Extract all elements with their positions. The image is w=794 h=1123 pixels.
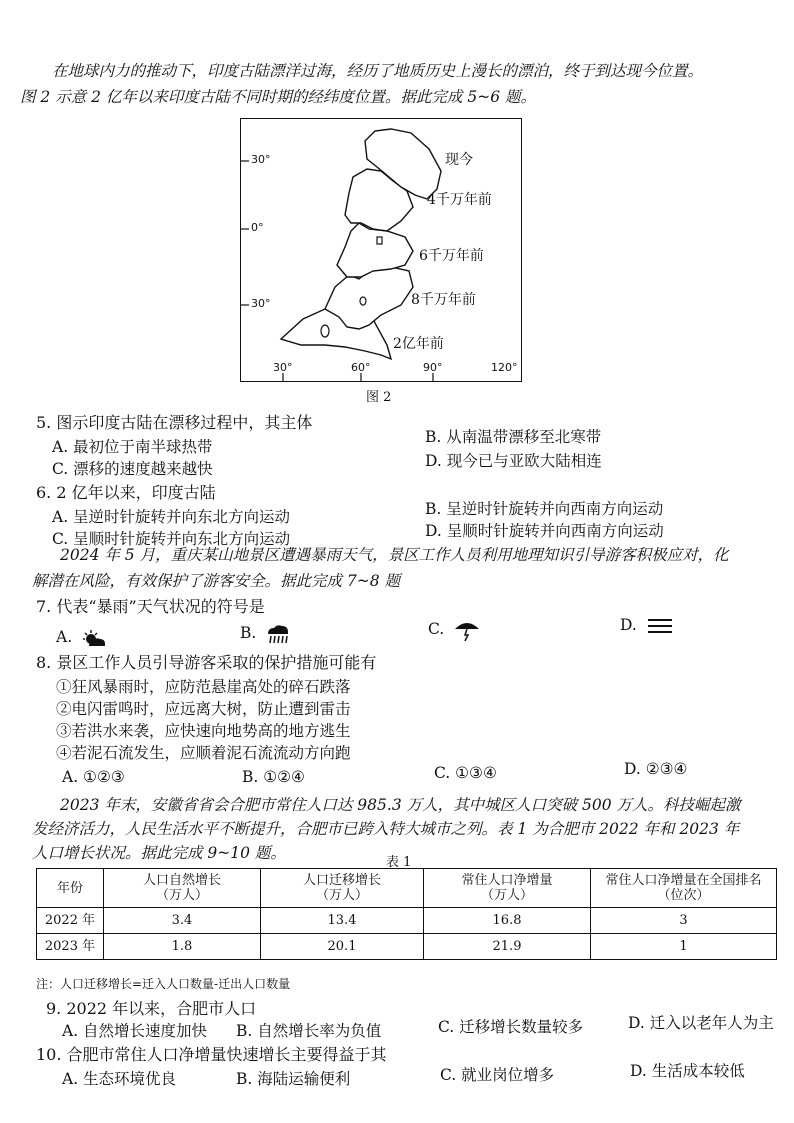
table-header-row bbox=[37, 869, 777, 908]
intro-7-8-line1: 2024 年 5 月，重庆某山地景区遭遇暴雨天气，景区工作人员利用地理知识引导游客积极应对，化 bbox=[60, 546, 729, 564]
q7-option-c-label: C. bbox=[428, 620, 445, 638]
q9-stem: 9. 2022 年以来，合肥市人口 bbox=[46, 999, 257, 1018]
lon-tick-90: 90° bbox=[423, 361, 443, 374]
cell-natural: 3.4 bbox=[104, 908, 261, 934]
header-national-rank: 常住人口净增量在全国排名 （位次） bbox=[591, 869, 777, 908]
q8-item-3: ③若洪水来袭，应快速向地势高的地方逃生 bbox=[56, 722, 351, 740]
table-1-note: 注：人口迁移增长=迁入人口数量-迁出人口数量 bbox=[36, 977, 291, 991]
q7-option-a-label: A. bbox=[56, 628, 73, 646]
table-1-caption: 表 1 bbox=[386, 855, 412, 870]
cell-net: 16.8 bbox=[424, 908, 591, 934]
intro-5-6-line1: 在地球内力的推动下，印度古陆漂洋过海，经历了地质历史上漫长的漂泊，终于到达现今位置。 bbox=[52, 62, 704, 80]
label-present: 现今 bbox=[445, 152, 473, 168]
q7-option-b[interactable] bbox=[240, 622, 291, 645]
figure-2-caption: 图 2 bbox=[366, 390, 392, 405]
cell-net: 21.9 bbox=[424, 934, 591, 960]
cell-year: 2023 年 bbox=[37, 934, 104, 960]
q5-stem: 5. 图示印度古陆在漂移过程中，其主体 bbox=[36, 413, 313, 432]
q10-option-a[interactable]: A. 生态环境优良 bbox=[62, 1070, 177, 1088]
q9-option-d[interactable]: D. 迁入以老年人为主 bbox=[628, 1014, 774, 1032]
q7-option-c[interactable] bbox=[428, 618, 481, 641]
q9-option-c[interactable]: C. 迁移增长数量较多 bbox=[438, 1018, 584, 1036]
q10-option-b[interactable]: B. 海陆运输便利 bbox=[236, 1070, 351, 1088]
header-natural-growth: 人口自然增长 （万人） bbox=[104, 869, 261, 908]
q7-option-a[interactable] bbox=[56, 626, 107, 648]
lat-tick-30s: 30° bbox=[251, 297, 271, 310]
cell-year: 2022 年 bbox=[37, 908, 104, 934]
figure-2-map bbox=[240, 118, 522, 382]
header-year: 年份 bbox=[37, 869, 104, 908]
lon-tick-120: 120° bbox=[491, 361, 518, 374]
q7-option-d-label: D. bbox=[620, 616, 637, 634]
q8-item-1: ①狂风暴雨时，应防范悬崖高处的碎石跌落 bbox=[56, 678, 351, 696]
q7-option-d[interactable] bbox=[620, 614, 674, 636]
q8-option-a[interactable]: A. ①②③ bbox=[62, 768, 125, 786]
intro-5-6-line2: 图 2 示意 2 亿年以来印度古陆不同时期的经纬度位置。据此完成 5~6 题。 bbox=[20, 88, 536, 106]
intro-7-8-line2: 解潜在风险，有效保护了游客安全。据此完成 7~8 题 bbox=[32, 572, 401, 590]
q7-option-b-label: B. bbox=[240, 624, 257, 642]
label-80ma: 8千万年前 bbox=[411, 292, 476, 308]
table-1 bbox=[36, 868, 777, 960]
q6-option-b[interactable]: B. 呈逆时针旋转并向西南方向运动 bbox=[425, 500, 664, 518]
cell-migration: 13.4 bbox=[261, 908, 424, 934]
thunder-umbrella-icon bbox=[453, 619, 481, 641]
q8-stem: 8. 景区工作人员引导游客采取的保护措施可能有 bbox=[36, 653, 377, 672]
table-row bbox=[37, 934, 777, 960]
cell-migration: 20.1 bbox=[261, 934, 424, 960]
lat-tick-0: 0° bbox=[251, 221, 264, 234]
header-migration-growth: 人口迁移增长 （万人） bbox=[261, 869, 424, 908]
q6-option-a[interactable]: A. 呈逆时针旋转并向东北方向运动 bbox=[52, 508, 291, 526]
cell-rank: 3 bbox=[591, 908, 777, 934]
q10-stem: 10. 合肥市常住人口净增量快速增长主要得益于其 bbox=[36, 1045, 387, 1064]
label-200ma: 2亿年前 bbox=[393, 336, 444, 352]
table-row bbox=[37, 908, 777, 934]
q8-option-b[interactable]: B. ①②④ bbox=[242, 768, 305, 786]
q6-option-d[interactable]: D. 呈顺时针旋转并向西南方向运动 bbox=[425, 522, 664, 540]
cell-natural: 1.8 bbox=[104, 934, 261, 960]
label-60ma: 6千万年前 bbox=[419, 248, 484, 264]
header-net-increase: 常住人口净增量 （万人） bbox=[424, 869, 591, 908]
q7-stem: 7. 代表“暴雨”天气状况的符号是 bbox=[36, 597, 265, 616]
heavy-rain-icon bbox=[265, 623, 291, 645]
lon-tick-30: 30° bbox=[273, 361, 293, 374]
sun-cloud-icon bbox=[81, 628, 107, 648]
q6-option-c[interactable]: C. 呈顺时针旋转并向东北方向运动 bbox=[52, 530, 291, 548]
q8-option-d[interactable]: D. ②③④ bbox=[624, 760, 688, 778]
q9-option-a[interactable]: A. 自然增长速度加快 bbox=[62, 1022, 208, 1040]
q5-option-a[interactable]: A. 最初位于南半球热带 bbox=[52, 438, 213, 456]
cell-rank: 1 bbox=[591, 934, 777, 960]
q10-option-c[interactable]: C. 就业岗位增多 bbox=[440, 1066, 555, 1084]
q5-option-b[interactable]: B. 从南温带漂移至北寒带 bbox=[425, 428, 602, 446]
lat-tick-30n: 30° bbox=[251, 153, 271, 166]
q9-option-b[interactable]: B. 自然增长率为负值 bbox=[236, 1022, 382, 1040]
intro-9-10-line2: 发经济活力，人民生活水平不断提升，合肥市已跨入特大城市之列。表 1 为合肥市 2022 年和 2023 年 bbox=[32, 820, 740, 838]
fog-icon bbox=[646, 616, 674, 636]
q8-item-4: ④若泥石流发生，应顺着泥石流流动方向跑 bbox=[56, 744, 351, 762]
q8-item-2: ②电闪雷鸣时，应远离大树，防止遭到雷击 bbox=[56, 700, 351, 718]
q8-option-c[interactable]: C. ①③④ bbox=[434, 764, 497, 782]
q10-option-d[interactable]: D. 生活成本较低 bbox=[630, 1062, 745, 1080]
lon-tick-60: 60° bbox=[351, 361, 371, 374]
intro-9-10-line1: 2023 年末，安徽省省会合肥市常住人口达 985.3 万人，其中城区人口突破 500 万人。科技崛起激 bbox=[60, 796, 741, 814]
q6-stem: 6. 2 亿年以来，印度古陆 bbox=[36, 483, 216, 502]
intro-9-10-line3: 人口增长状况。据此完成 9~10 题。 bbox=[32, 844, 286, 862]
q5-option-c[interactable]: C. 漂移的速度越来越快 bbox=[52, 460, 213, 478]
label-40ma: 4千万年前 bbox=[427, 192, 492, 208]
q5-option-d[interactable]: D. 现今已与亚欧大陆相连 bbox=[425, 452, 602, 470]
